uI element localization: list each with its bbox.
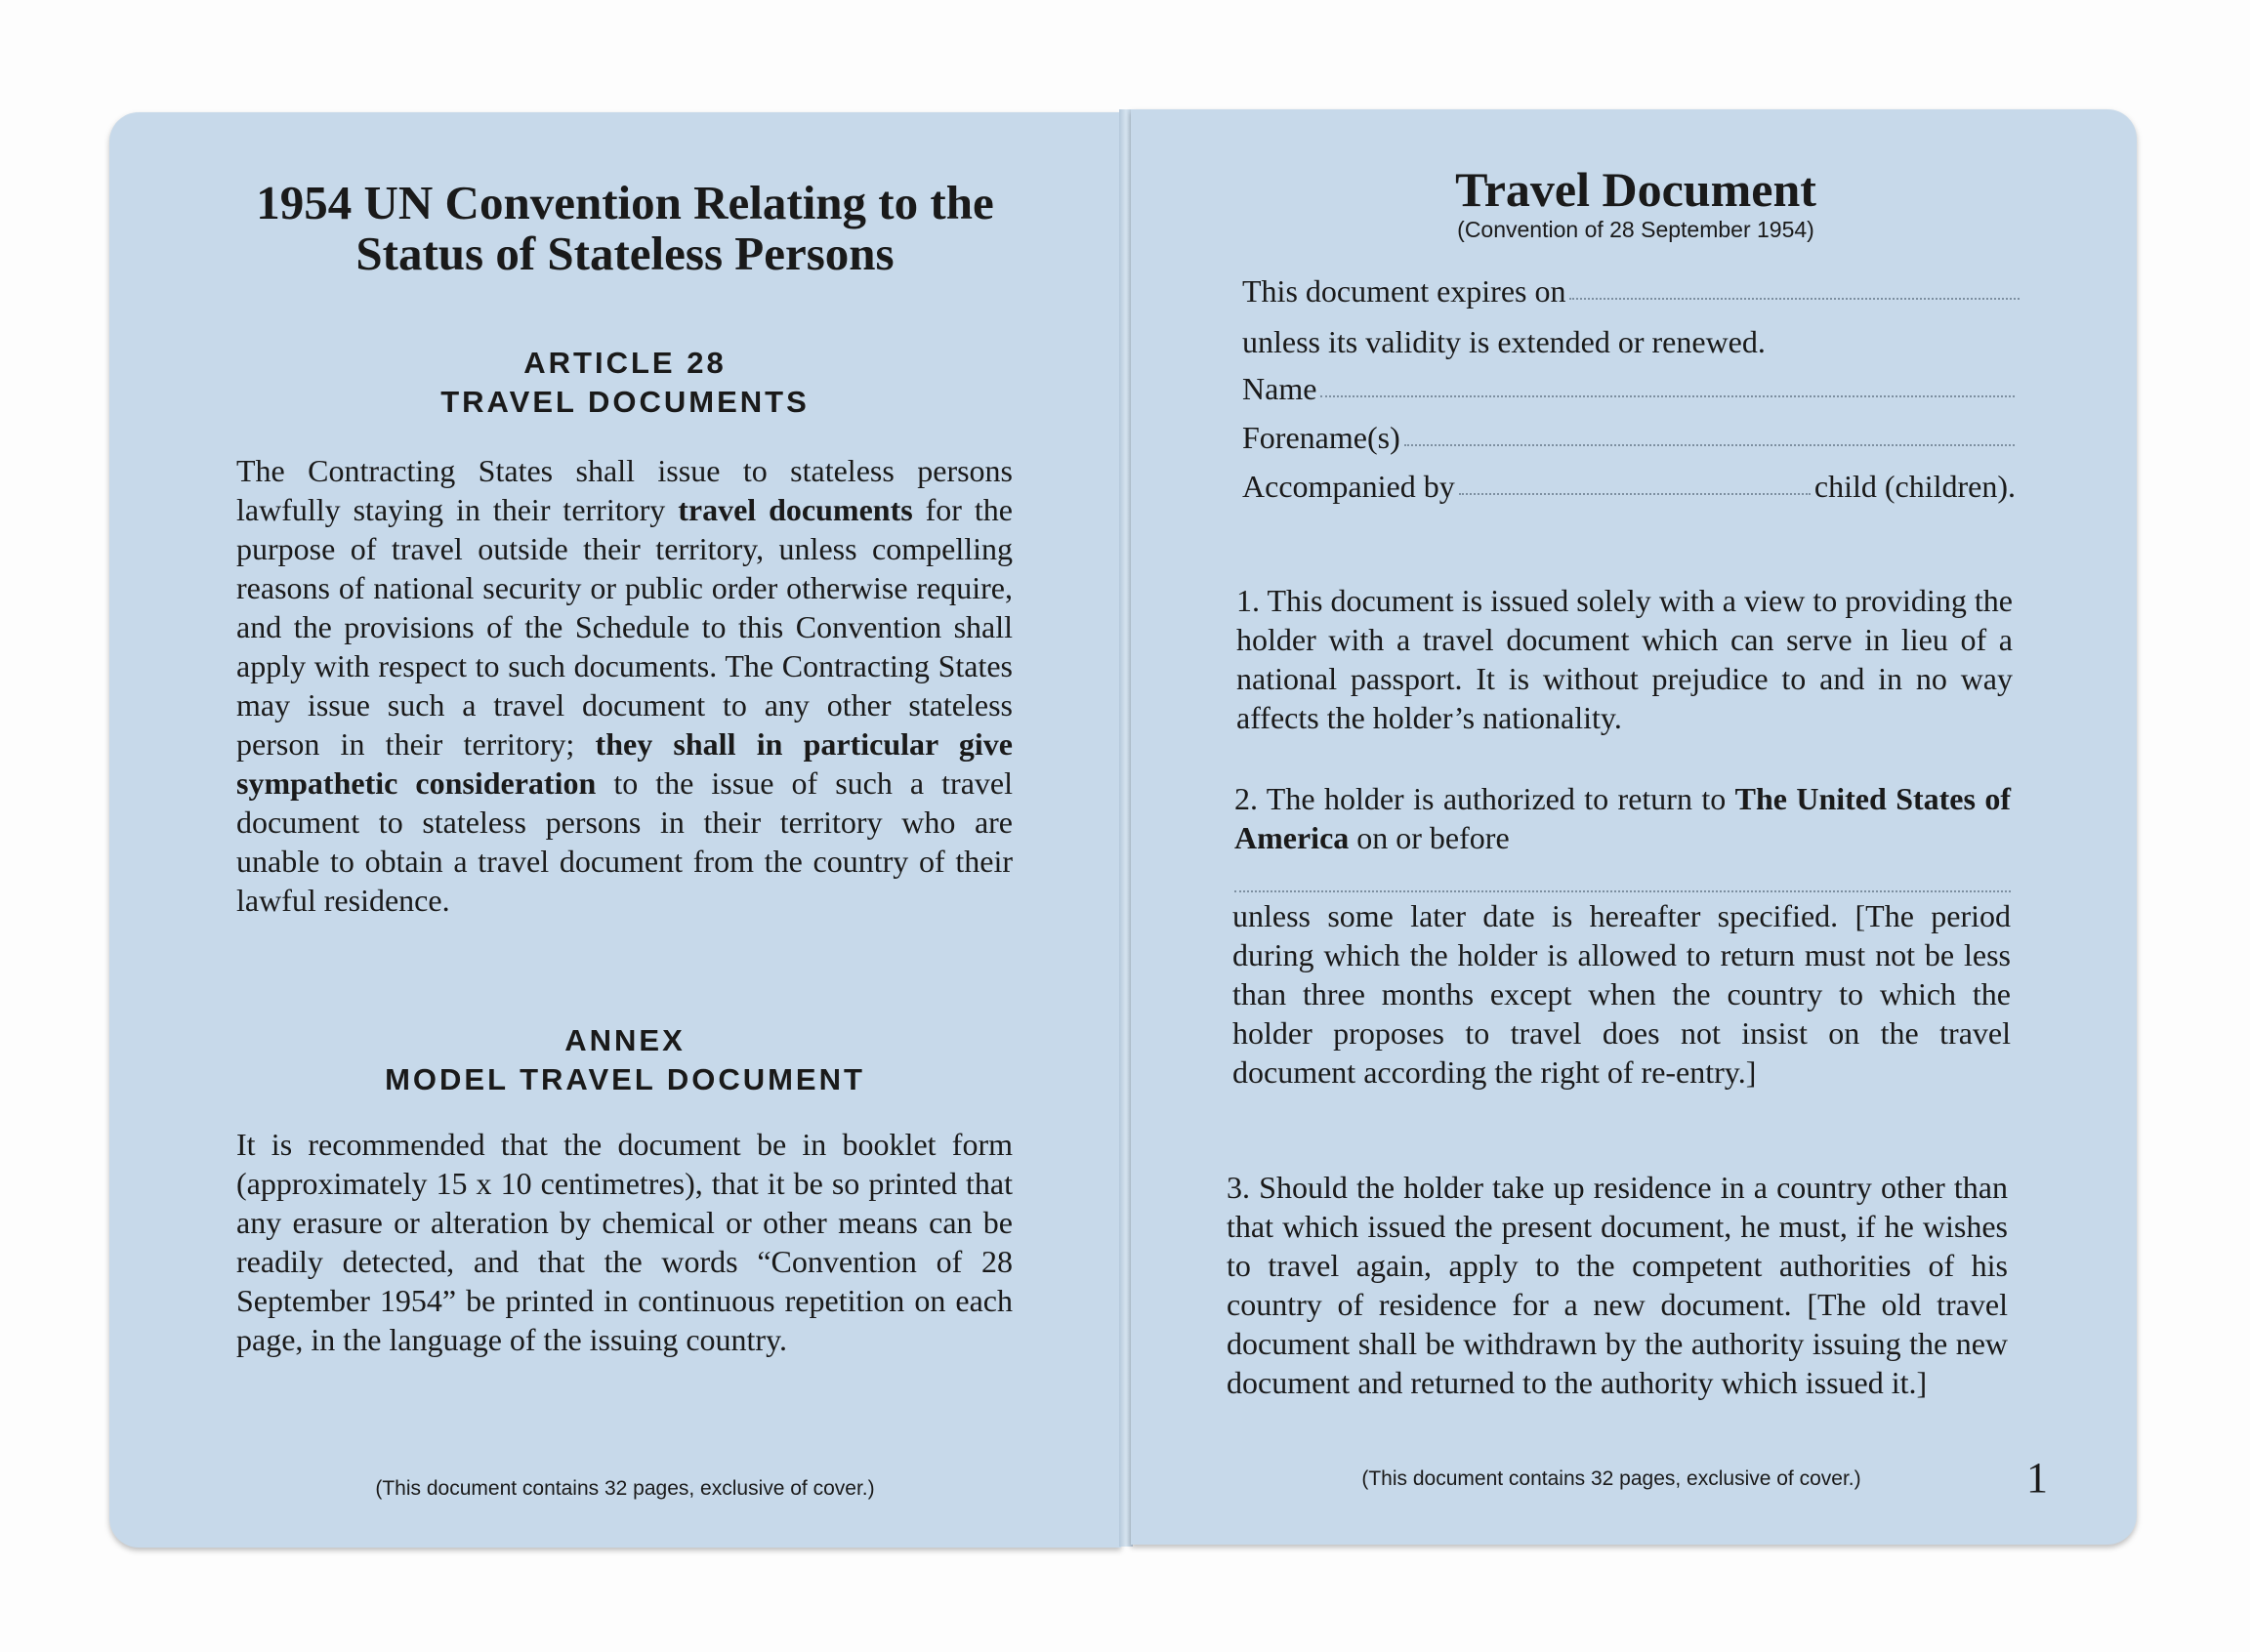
- name-field[interactable]: [1320, 395, 2015, 397]
- expiry-field[interactable]: [1569, 298, 2020, 300]
- title-line: 1954 UN Convention Relating to the: [256, 176, 994, 229]
- text-segment: The Contracting States shall issue to stateless persons lawfully staying in their territory: [236, 453, 1013, 527]
- text-segment: for the purpose of travel outside their territory, unless compelling reasons of national security or public order otherwise require, and the provisions of the Schedule to this Convention shall apply with respect to such documents. The Contracting States may issue such a travel document to any other stateless person in their territory;: [236, 492, 1013, 762]
- name-label: Name: [1242, 371, 1317, 406]
- article-heading: [195, 344, 1055, 422]
- accompanied-row: [1242, 469, 2016, 505]
- travel-document-title: Travel Document: [1455, 162, 1816, 217]
- forenames-field[interactable]: [1404, 444, 2015, 446]
- annex-heading: [195, 1021, 1055, 1099]
- expires-label: This document expires on: [1242, 273, 1566, 309]
- children-label: child (children).: [1813, 469, 2016, 504]
- accompanied-label: Accompanied by: [1242, 469, 1455, 504]
- paragraph-3: 3. Should the holder take up residence in a country other than that which issued the present document, he must, if he wishes to travel again, apply to the competent authorities of his country of residence for a new document. [The old travel document shall be withdrawn by the authority issuing the new document and returned to the authority which issued it.]: [1227, 1170, 2008, 1400]
- article-number: ARTICLE 28: [523, 346, 727, 380]
- text-segment: 2. The holder is authorized to return to: [1234, 781, 1735, 816]
- convention-title: [195, 178, 1055, 279]
- bold-text: they shall in particular give sympathetic consideration: [236, 726, 1014, 801]
- name-row: [1242, 371, 2019, 407]
- article-title: TRAVEL DOCUMENTS: [440, 385, 810, 419]
- text-segment: on or before: [1349, 820, 1510, 855]
- bold-text: The United States of America: [1234, 781, 2012, 855]
- paragraph-2-continued: unless some later date is hereafter specified. [The period during which the holder is allowed to return must not be less than three months except when the country to which the holder proposes to travel does not insist on the travel document according the right of re-entry.]: [1232, 898, 2011, 1090]
- travel-document-subtitle: (Convention of 28 September 1954): [1457, 217, 1814, 242]
- annex-title: MODEL TRAVEL DOCUMENT: [385, 1062, 865, 1096]
- paragraph-1: 1. This document is issued solely with a view to providing the holder with a travel document which can serve in lieu of a national passport. It is without prejudice to and in no way affects the holder’s nationality.: [1236, 583, 2013, 735]
- forenames-label: Forename(s): [1242, 420, 1400, 455]
- article-text: [236, 451, 1013, 920]
- return-date-field[interactable]: [1234, 890, 2011, 892]
- page-number: 1: [2026, 1454, 2048, 1502]
- expiry-row: [1242, 273, 2023, 310]
- children-count-field[interactable]: [1459, 493, 1811, 495]
- annex-text: It is recommended that the document be in booklet form (approximately 15 x 10 centimetres), that it be so printed that any erasure or alteration by chemical or other means can be readily detected, and that the words “Convention of 28 September 1954” be printed in continuous repetition on each page, in the language of the issuing country.: [236, 1127, 1013, 1357]
- annex-label: ANNEX: [564, 1023, 686, 1057]
- right-footer: (This document contains 32 pages, exclusive of cover.): [1361, 1467, 1861, 1490]
- validity-text: unless its validity is extended or renewed.: [1242, 324, 1766, 359]
- forenames-row: [1242, 420, 2019, 456]
- title-line: Status of Stateless Persons: [355, 227, 895, 280]
- paragraph-2: [1234, 779, 2011, 857]
- bold-text: travel documents: [678, 492, 913, 527]
- text-segment: to the issue of such a travel document to stateless persons in their territory who are unable to obtain a travel document from the country of their lawful residence.: [236, 765, 1014, 918]
- left-footer: (This document contains 32 pages, exclusive of cover.): [375, 1477, 875, 1500]
